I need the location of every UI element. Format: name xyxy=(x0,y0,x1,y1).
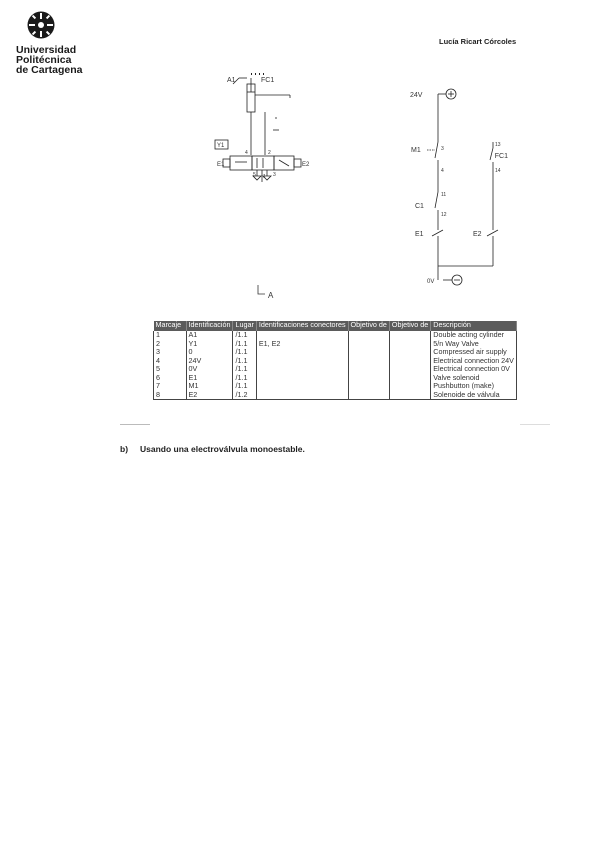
valve-port-1: 1 xyxy=(263,174,266,180)
pin-3-label: 3 xyxy=(441,146,444,152)
cell-objetivo-2 xyxy=(389,340,430,349)
cell-descripcion: 5/n Way Valve xyxy=(431,340,517,349)
cell-marcaje: 8 xyxy=(154,391,187,400)
cell-objetivo-2 xyxy=(389,391,430,400)
author-name: Lucía Ricart Córcoles xyxy=(439,37,517,46)
university-seal-icon xyxy=(26,10,56,40)
cell-conectores: E1, E2 xyxy=(256,340,348,349)
column-header-lugar: Lugar xyxy=(233,321,256,331)
cell-marcaje: 5 xyxy=(154,365,187,374)
valve-port-5: 5 xyxy=(253,172,256,178)
cell-objetivo-2 xyxy=(389,348,430,357)
cell-lugar: /1.1 xyxy=(233,382,256,391)
section-b-heading xyxy=(120,444,305,454)
cell-conectores xyxy=(256,348,348,357)
cell-conectores xyxy=(256,374,348,383)
column-header-descripcion: Descripción xyxy=(431,321,517,331)
cell-conectores xyxy=(256,391,348,400)
supply-0v-label: 0V xyxy=(427,279,435,285)
valve-port-3: 3 xyxy=(273,172,276,178)
cell-objetivo-1 xyxy=(348,391,389,400)
cell-objetivo-1 xyxy=(348,331,389,340)
sensor-fc1-electric-label: FC1 xyxy=(494,153,508,160)
valve-label: Y1 xyxy=(217,143,225,149)
cell-descripcion: Electrical connection 24V xyxy=(431,357,517,366)
section-b-text: Usando una electroválvula monoestable. xyxy=(140,444,305,454)
column-header-objetivo-1: Objetivo de xyxy=(348,321,389,331)
cell-descripcion: Double acting cylinder xyxy=(431,331,517,340)
sensor-fc1-label: FC1 xyxy=(261,77,275,84)
cell-lugar: /1.1 xyxy=(233,340,256,349)
pin-13-label: 13 xyxy=(495,142,501,148)
cell-objetivo-2 xyxy=(389,365,430,374)
cell-lugar: /1.1 xyxy=(233,357,256,366)
pin-4-label: 4 xyxy=(441,168,444,174)
column-header-identificacion: Identificación xyxy=(186,321,233,331)
cell-identificacion: E1 xyxy=(186,374,233,383)
air-source-label: A xyxy=(268,291,274,300)
cell-lugar: /1.2 xyxy=(233,391,256,400)
cell-identificacion: A1 xyxy=(186,331,233,340)
cell-marcaje: 7 xyxy=(154,382,187,391)
cylinder-label: A1 xyxy=(227,77,236,84)
cell-marcaje: 6 xyxy=(154,374,187,383)
relay-c1-label: C1 xyxy=(415,203,424,210)
valve-port-4: 4 xyxy=(245,150,248,156)
valve-port-2: 2 xyxy=(268,150,271,156)
cell-objetivo-2 xyxy=(389,374,430,383)
cell-objetivo-2 xyxy=(389,331,430,340)
electrical-circuit-diagram xyxy=(405,80,508,295)
cell-objetivo-1 xyxy=(348,357,389,366)
cell-marcaje: 3 xyxy=(154,348,187,357)
cell-marcaje: 2 xyxy=(154,340,187,349)
valve-coil-left-label: E1 xyxy=(217,162,225,168)
cell-conectores xyxy=(256,382,348,391)
cell-descripcion: Solenoide de válvula xyxy=(431,391,517,400)
cell-identificacion: 24V xyxy=(186,357,233,366)
cell-identificacion: E2 xyxy=(186,391,233,400)
cell-lugar: /1.1 xyxy=(233,348,256,357)
column-header-conectores: Identificaciones conectores xyxy=(256,321,348,331)
air-source-icon xyxy=(257,284,281,300)
cell-lugar: /1.1 xyxy=(233,331,256,340)
logo-line-2: Politécnica xyxy=(16,54,72,66)
cell-descripcion: Valve solenoid xyxy=(431,374,517,383)
cell-objetivo-1 xyxy=(348,340,389,349)
cell-lugar: /1.1 xyxy=(233,365,256,374)
cell-objetivo-1 xyxy=(348,348,389,357)
coil-e1-label: E1 xyxy=(415,231,424,238)
cell-identificacion: M1 xyxy=(186,382,233,391)
pushbutton-m1-label: M1 xyxy=(411,147,421,154)
pin-11-label: 11 xyxy=(441,192,447,198)
divider xyxy=(120,424,150,425)
parts-list-table xyxy=(153,321,517,400)
pin-14-label: 14 xyxy=(495,168,501,174)
valve-coil-right-label: E2 xyxy=(302,162,310,168)
cell-descripcion: Electrical connection 0V xyxy=(431,365,517,374)
pin-12-label: 12 xyxy=(441,212,447,218)
cell-marcaje: 1 xyxy=(154,331,187,340)
cell-objetivo-1 xyxy=(348,382,389,391)
university-logo xyxy=(16,10,86,75)
cell-descripcion: Compressed air supply xyxy=(431,348,517,357)
air-source-symbol xyxy=(257,284,281,303)
cell-identificacion: Y1 xyxy=(186,340,233,349)
table-row xyxy=(154,391,517,400)
cell-identificacion: 0V xyxy=(186,365,233,374)
supply-24v-label: 24V xyxy=(410,92,423,99)
section-b-marker: b) xyxy=(120,444,129,454)
column-header-marcaje: Marcaje xyxy=(154,321,187,331)
logo-line-1: Universidad xyxy=(16,44,77,56)
divider xyxy=(520,424,550,425)
cell-conectores xyxy=(256,357,348,366)
coil-e2-label: E2 xyxy=(473,231,482,238)
cell-objetivo-2 xyxy=(389,357,430,366)
logo-line-3: de Cartagena xyxy=(16,64,83,76)
cell-conectores xyxy=(256,365,348,374)
cell-lugar: /1.1 xyxy=(233,374,256,383)
cell-descripcion: Pushbutton (make) xyxy=(431,382,517,391)
column-header-objetivo-2: Objetivo de xyxy=(389,321,430,331)
cell-identificacion: 0 xyxy=(186,348,233,357)
cell-objetivo-1 xyxy=(348,374,389,383)
cell-objetivo-2 xyxy=(389,382,430,391)
cell-objetivo-1 xyxy=(348,365,389,374)
pneumatic-circuit-diagram xyxy=(205,70,315,195)
cell-marcaje: 4 xyxy=(154,357,187,366)
